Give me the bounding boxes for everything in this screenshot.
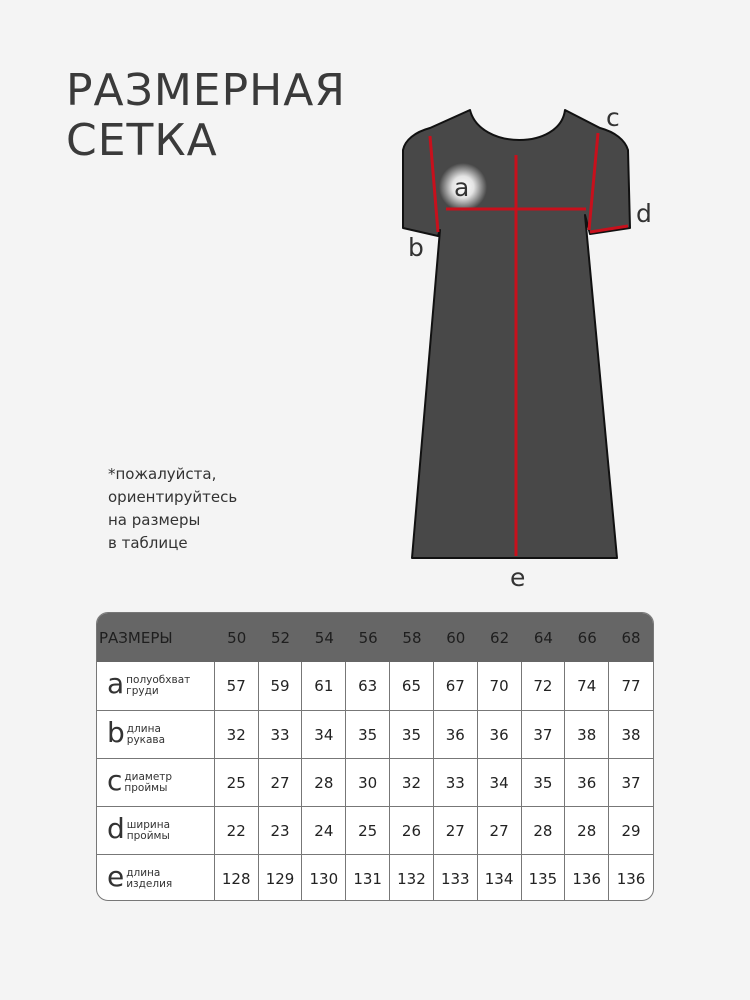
table-row-a <box>97 662 653 710</box>
table-cell: 33 <box>434 759 478 806</box>
table-cell: 38 <box>621 725 641 744</box>
row-letter: b <box>107 715 125 749</box>
size-note <box>108 463 237 555</box>
table-cell: 22 <box>215 807 259 854</box>
table-cell: 26 <box>390 807 434 854</box>
title-line-2: СЕТКА <box>66 115 218 166</box>
row-description <box>127 820 170 842</box>
table-cell: 27 <box>478 807 522 854</box>
table-row-c <box>97 758 653 806</box>
row-desc-line-1: длина <box>126 866 161 879</box>
header-size-66: 66 <box>577 628 597 647</box>
table-cell: 36 <box>434 711 478 758</box>
header-size-56: 56 <box>358 628 378 647</box>
header-size-62: 62 <box>490 628 510 647</box>
note-line-1: *пожалуйста, <box>108 465 217 483</box>
row-label-d <box>97 807 215 854</box>
table-cell: 27 <box>434 807 478 854</box>
row-desc-line-1: длина <box>126 722 161 735</box>
table-cell: 63 <box>346 662 390 710</box>
table-cell: 23 <box>259 807 303 854</box>
header-label: РАЗМЕРЫ <box>99 628 173 647</box>
note-line-2: ориентируйтесь <box>108 488 238 506</box>
table-cell: 24 <box>302 807 346 854</box>
row-desc-line-1: диаметр <box>124 770 173 783</box>
label-d: d <box>636 199 652 228</box>
row-description <box>127 724 165 746</box>
table-cell: 28 <box>302 759 346 806</box>
size-table-header <box>97 613 653 662</box>
size-table-body <box>97 662 653 901</box>
table-cell: 36 <box>565 759 609 806</box>
size-table <box>96 612 654 901</box>
table-cell: 133 <box>434 855 478 901</box>
label-c: c <box>606 103 620 132</box>
table-cell: 35 <box>522 759 566 806</box>
row-description <box>124 772 172 794</box>
table-cell: 134 <box>478 855 522 901</box>
table-cell: 65 <box>390 662 434 710</box>
table-cell: 35 <box>346 711 390 758</box>
row-desc-line-2: рукава <box>126 733 166 746</box>
table-cell: 27 <box>259 759 303 806</box>
table-cell: 28 <box>565 807 609 854</box>
table-cell: 32 <box>390 759 434 806</box>
row-description <box>126 675 190 697</box>
row-label-a <box>97 662 215 710</box>
table-cell: 70 <box>478 662 522 710</box>
table-cell: 67 <box>434 662 478 710</box>
table-cell: 72 <box>522 662 566 710</box>
row-label-e <box>97 855 215 901</box>
table-cell: 129 <box>259 855 303 901</box>
table-cell: 136 <box>616 869 646 888</box>
row-letter: d <box>107 811 125 845</box>
table-cell: 131 <box>346 855 390 901</box>
table-cell: 32 <box>215 711 259 758</box>
table-cell: 61 <box>302 662 346 710</box>
row-label-c <box>97 759 215 806</box>
row-desc-line-2: груди <box>126 685 159 697</box>
table-cell: 135 <box>522 855 566 901</box>
header-size-50: 50 <box>227 628 247 647</box>
header-size-58: 58 <box>402 628 422 647</box>
table-cell: 35 <box>390 711 434 758</box>
header-size-68: 68 <box>621 628 641 647</box>
label-b: b <box>408 233 424 262</box>
table-cell: 132 <box>390 855 434 901</box>
header-size-64: 64 <box>533 628 553 647</box>
table-cell: 37 <box>522 711 566 758</box>
table-cell: 77 <box>621 677 641 695</box>
row-desc-line-2: проймы <box>126 829 170 842</box>
table-cell: 25 <box>346 807 390 854</box>
table-cell: 29 <box>621 821 641 840</box>
table-cell: 34 <box>478 759 522 806</box>
label-a: a <box>454 173 470 202</box>
table-row-d <box>97 806 653 854</box>
table-row-e <box>97 854 653 901</box>
table-cell: 59 <box>259 662 303 710</box>
header-size-52: 52 <box>270 628 291 647</box>
table-cell: 136 <box>565 855 609 901</box>
table-cell: 28 <box>522 807 566 854</box>
row-letter: e <box>107 859 125 893</box>
row-label-b <box>97 711 215 758</box>
table-cell: 30 <box>346 759 390 806</box>
note-line-3: на размеры <box>108 511 201 529</box>
title-line-1: РАЗМЕРНАЯ <box>66 65 346 116</box>
table-cell: 36 <box>478 711 522 758</box>
header-size-60: 60 <box>446 628 466 647</box>
row-desc-line-1: полуобхват <box>126 674 191 686</box>
table-cell: 74 <box>565 662 609 710</box>
label-e: e <box>510 563 526 592</box>
row-description <box>126 868 172 890</box>
row-desc-line-2: проймы <box>124 781 168 794</box>
row-desc-line-1: ширина <box>126 818 171 831</box>
table-cell: 130 <box>302 855 346 901</box>
header-size-54: 54 <box>314 628 334 647</box>
table-cell: 37 <box>621 773 641 792</box>
row-letter: a <box>107 667 125 700</box>
table-cell: 25 <box>215 759 259 806</box>
table-cell: 57 <box>215 662 259 710</box>
row-desc-line-2: изделия <box>126 877 173 890</box>
table-cell: 38 <box>565 711 609 758</box>
table-cell: 128 <box>215 855 259 901</box>
note-line-4: в таблице <box>108 534 188 552</box>
table-row-b <box>97 710 653 758</box>
row-letter: c <box>107 763 123 797</box>
table-cell: 33 <box>259 711 303 758</box>
table-cell: 34 <box>302 711 346 758</box>
